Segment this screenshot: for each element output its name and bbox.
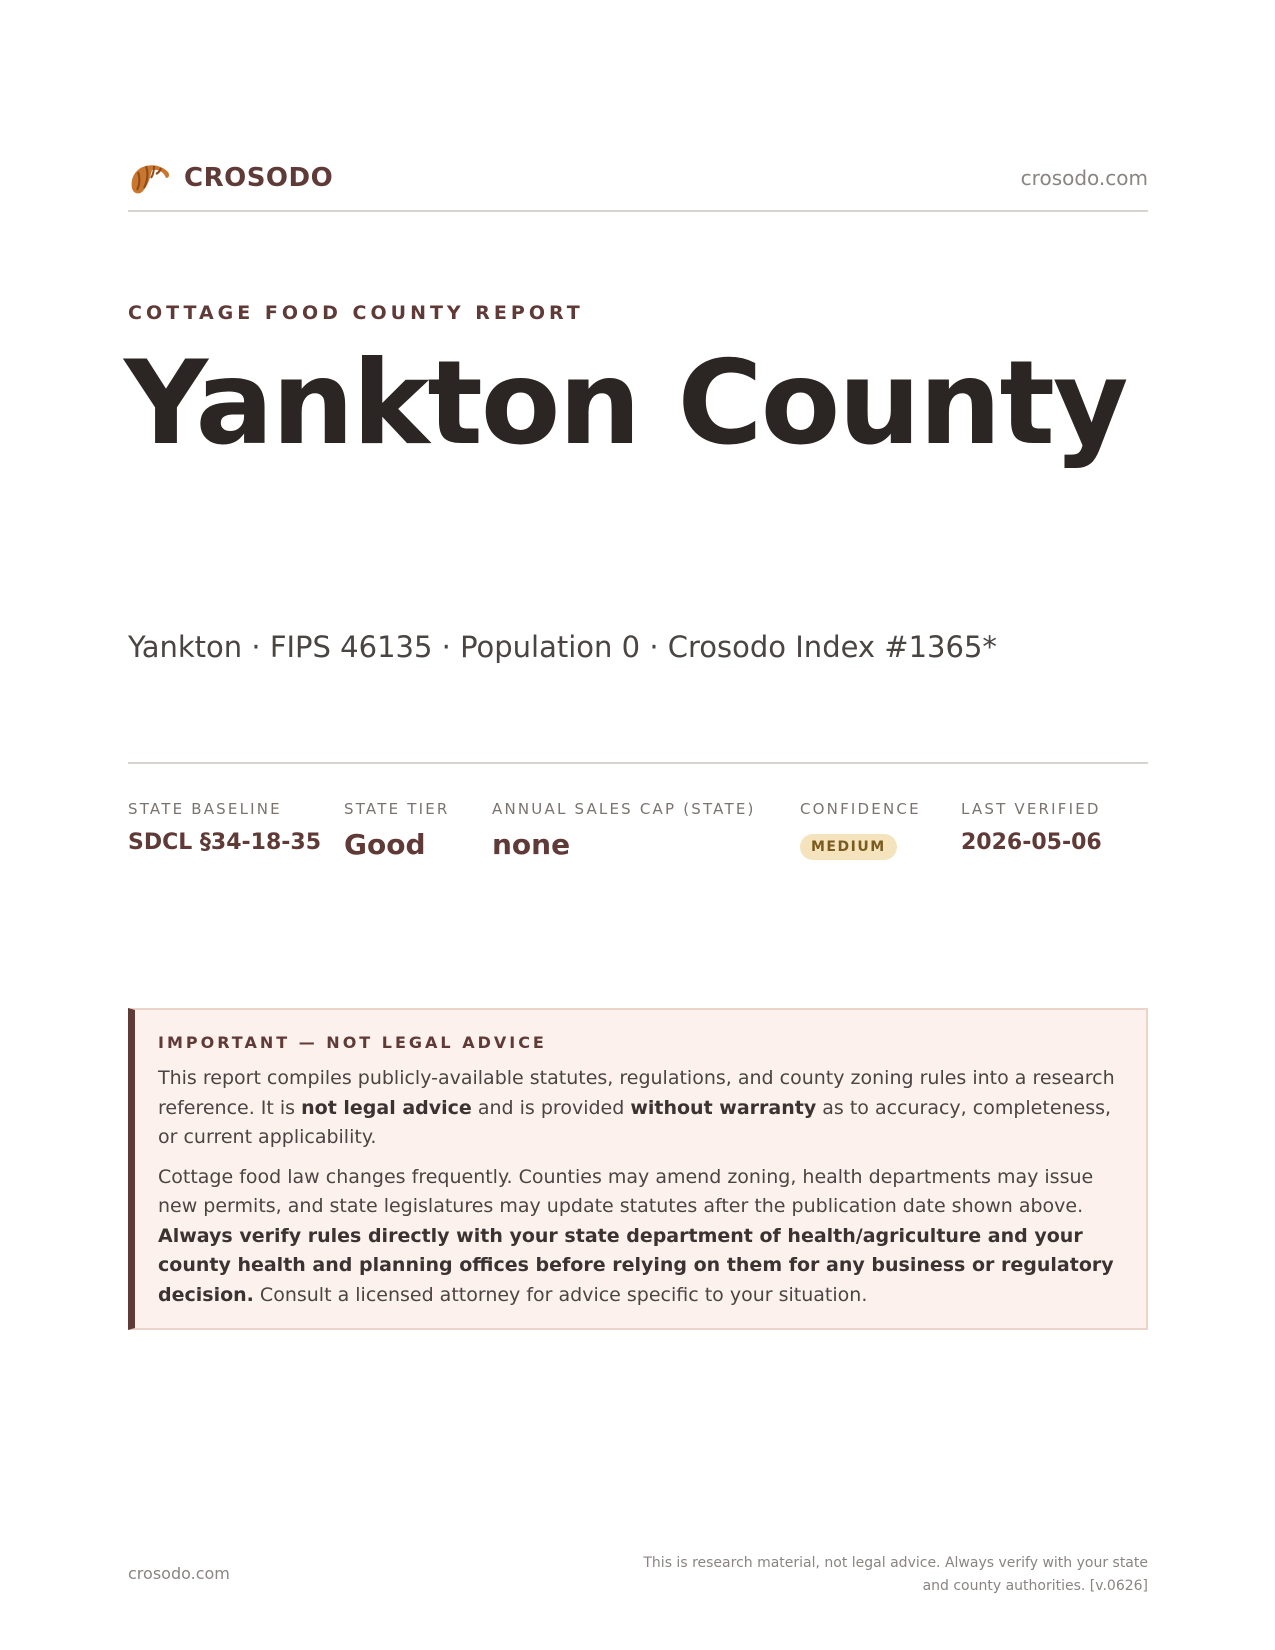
notice-text: This report compiles publicly-available statutes, regulations, and county zoning rules into a research reference. It is	[158, 1067, 1115, 1119]
brand-name: CROSODO	[184, 163, 334, 193]
header-site-link[interactable]: crosodo.com	[1020, 166, 1148, 190]
page-header	[128, 158, 1148, 212]
footer-disclaimer-line: and county authorities. [v.0626]	[922, 1578, 1148, 1594]
notice-text: and is provided	[471, 1096, 631, 1119]
notice-paragraph	[158, 1064, 1128, 1153]
stat-value: SDCL §34-18-35	[128, 830, 322, 855]
report-eyebrow: COTTAGE FOOD COUNTY REPORT	[128, 302, 584, 324]
notice-title: IMPORTANT — NOT LEGAL ADVICE	[158, 1033, 547, 1052]
report-page	[124, 0, 1148, 1650]
stat-sales-cap	[492, 800, 756, 861]
notice-emphasis: Always verify rules directly with your state department of health/agriculture and your county health and planning offices before relying on them for any business or regulatory decision.	[158, 1224, 1114, 1306]
footer-site-link[interactable]: crosodo.com	[128, 1564, 230, 1583]
notice-emphasis: without warranty	[630, 1096, 817, 1119]
stat-confidence	[800, 800, 921, 860]
report-subtitle: Yankton · FIPS 46135 · Population 0 · Crosodo Index #1365*	[128, 630, 997, 664]
notice-text: Cottage food law changes frequently. Counties may amend zoning, health departments may issue new permits, and state legislatures may update statutes after the publication date shown above.	[158, 1165, 1094, 1217]
stat-label: STATE BASELINE	[128, 800, 282, 818]
page-title: Yankton County	[124, 336, 1127, 471]
stat-value: none	[492, 828, 571, 861]
stat-last-verified	[961, 800, 1102, 855]
stat-label: ANNUAL SALES CAP (STATE)	[492, 800, 756, 818]
notice-paragraph	[158, 1163, 1128, 1311]
brand[interactable]	[128, 158, 333, 198]
stat-value: Good	[344, 828, 426, 861]
notice-body	[158, 1064, 1128, 1320]
croissant-icon	[128, 158, 172, 198]
notice-text: as to accuracy, completeness, or current applicability.	[158, 1096, 1112, 1148]
status-badge: MEDIUM	[800, 834, 897, 860]
section-divider	[128, 762, 1148, 764]
legal-notice	[128, 1008, 1148, 1330]
stat-state-tier	[344, 800, 450, 861]
stat-label: CONFIDENCE	[800, 800, 921, 818]
notice-emphasis: not legal advice	[301, 1096, 472, 1119]
header-divider	[128, 210, 1148, 212]
stat-label: STATE TIER	[344, 800, 450, 818]
stat-value: 2026-05-06	[961, 830, 1102, 855]
stat-state-baseline	[128, 800, 321, 855]
stat-label: LAST VERIFIED	[961, 800, 1101, 818]
footer-disclaimer	[628, 1552, 1148, 1598]
stats-row	[128, 800, 1148, 880]
notice-text: Consult a licensed attorney for advice specific to your situation.	[253, 1283, 868, 1306]
footer-disclaimer-line: This is research material, not legal advice. Always verify with your state	[643, 1555, 1148, 1571]
